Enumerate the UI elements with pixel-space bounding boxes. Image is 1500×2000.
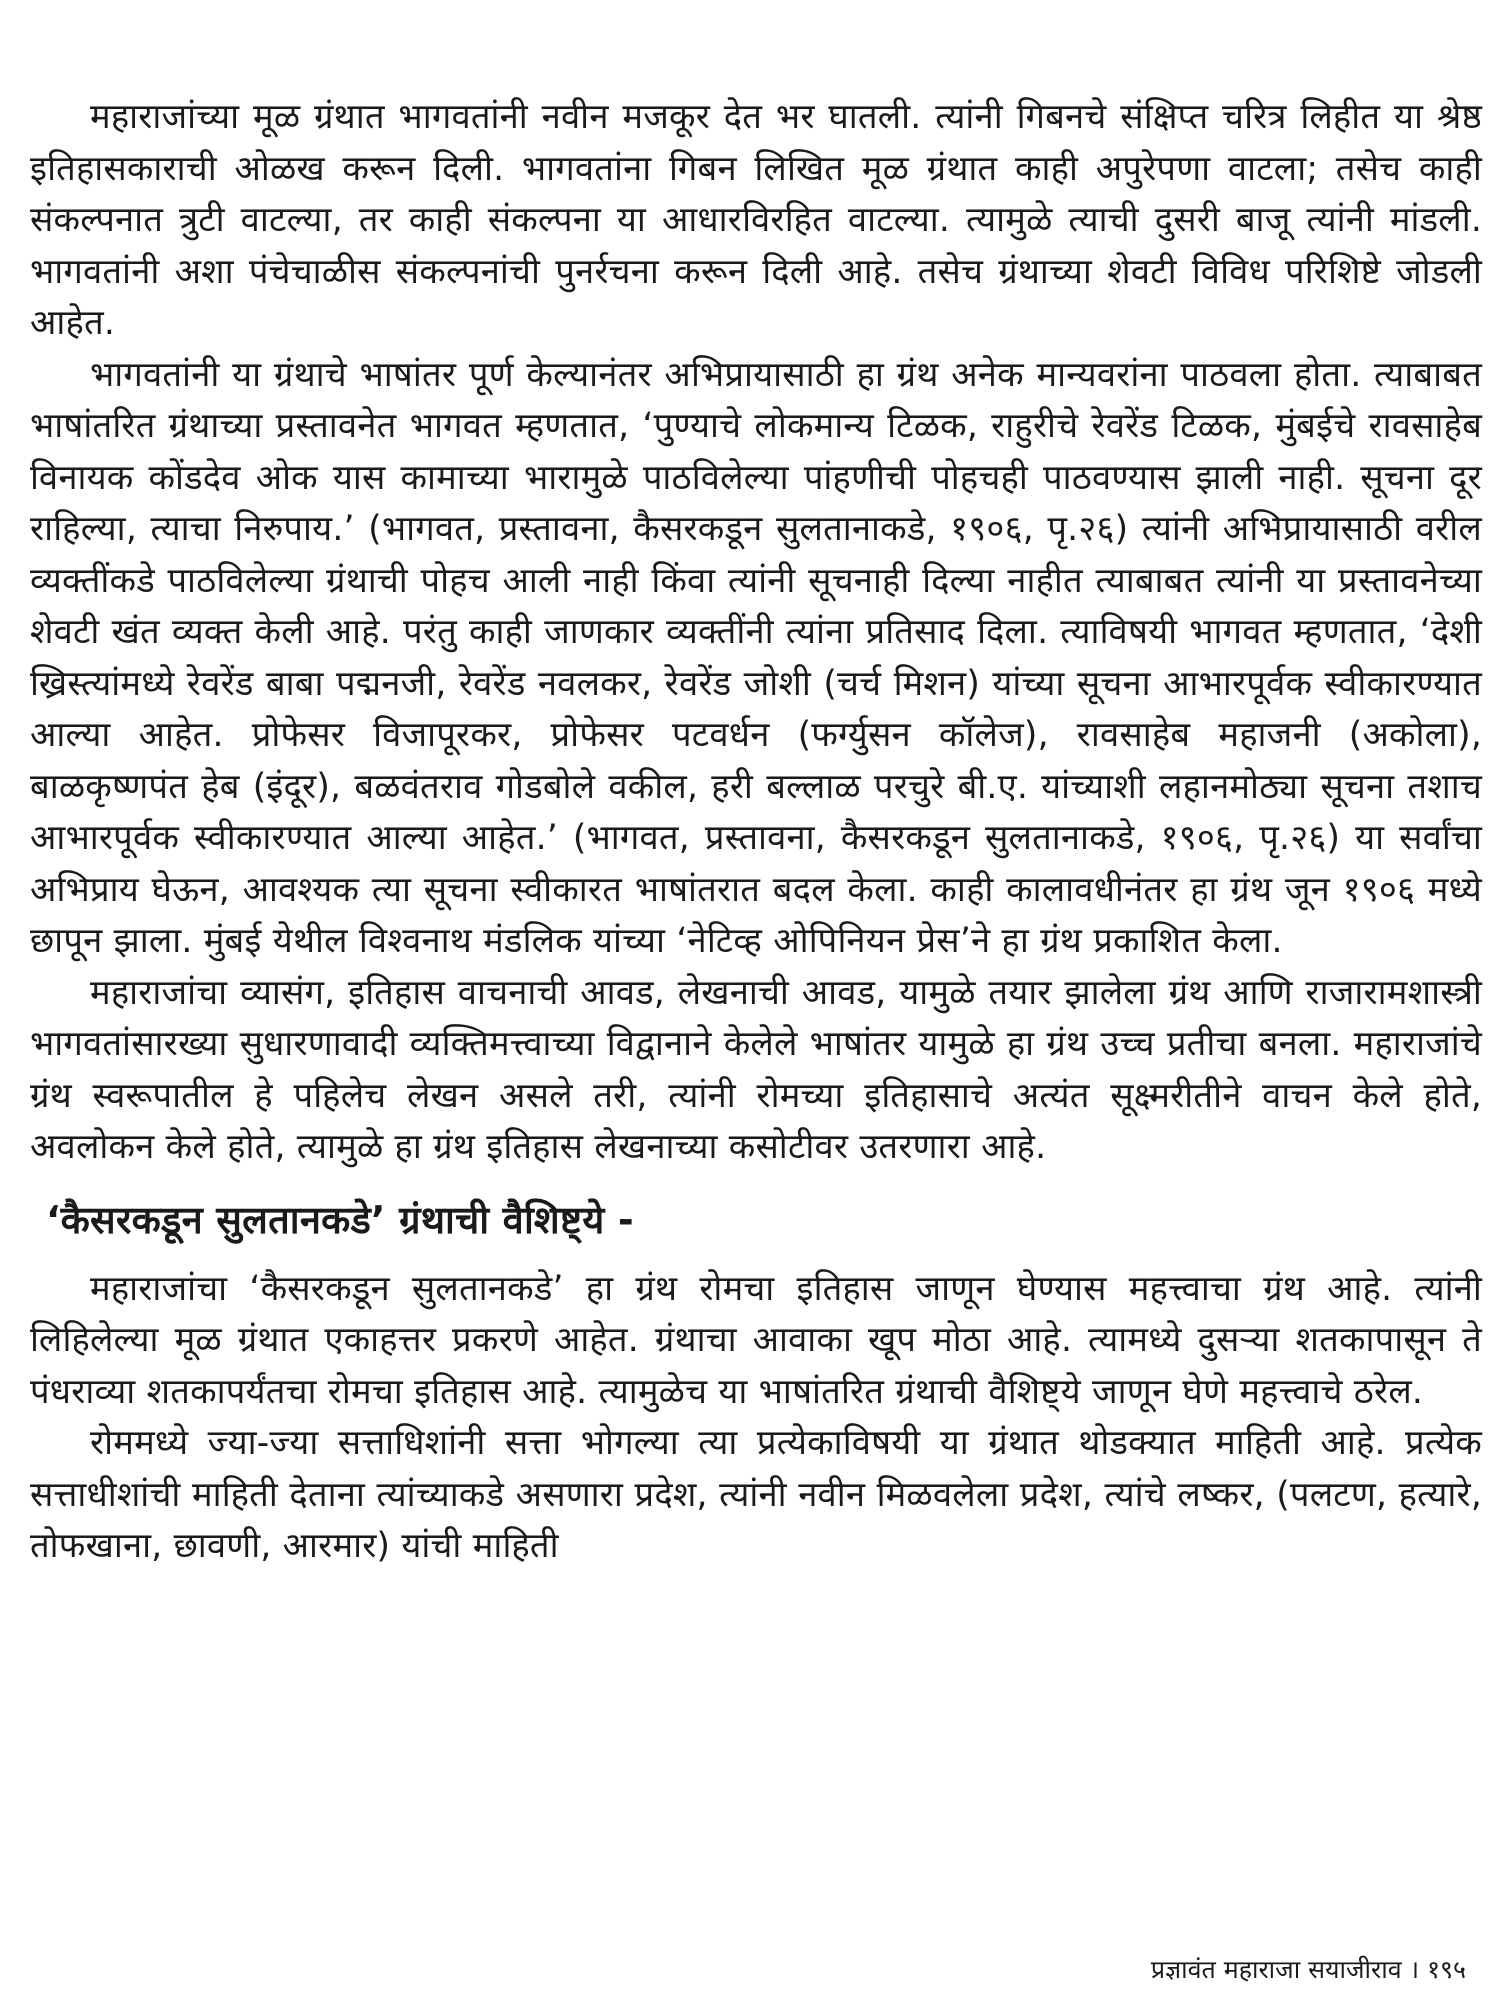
section-heading: ‘कैसरकडून सुलतानकडे’ ग्रंथाची वैशिष्ट्ये - [46,1197,634,1242]
paragraph-4: महाराजांचा ‘कैसरकडून सुलतानकडे’ हा ग्रंथ रोमचा इतिहास जाणून घेण्यास महत्त्वाचा ग्रंथ आहे. त्यांनी लिहिलेल्या मूळ ग्रंथात एकाहत्तर प्रकरणे आहेत. ग्रंथाचा आवाका खूप मोठा आहे. त्यामध्ये दुसऱ्या शतकापासून ते पंधराव्या शतकापर्यंतचा रोमचा इतिहास आहे. त्यामुळेच या भाषांतरित ग्रंथाची वैशिष्ट्ये जाणून घेणे महत्त्वाचे ठरेल. [30,1268,1482,1412]
paragraph-1: महाराजांच्या मूळ ग्रंथात भागवतांनी नवीन मजकूर देत भर घातली. त्यांनी गिबनचे संक्षिप्त चरित्र लिहीत या श्रेष्ठ इतिहासकाराची ओळख करून दिली. भागवतांना गिबन लिखित मूळ ग्रंथात काही अपुरेपणा वाटला; तसेच काही संकल्पनात त्रुटी वाटल्या, तर काही संकल्पना या आधारविरहित वाटल्या. त्यामुळे त्याची दुसरी बाजू त्यांनी मांडली. भागवतांनी अशा पंचेचाळीस संकल्पनांची पुनर्रचना करून दिली आहे. तसेच ग्रंथाच्या शेवटी विविध परिशिष्टे जोडली आहेत. [30,97,1482,343]
paragraph-5: रोममध्ये ज्या-ज्या सत्ताधिशांनी सत्ता भोगल्या त्या प्रत्येकाविषयी या ग्रंथात थोडक्यात माहिती आहे. प्रत्येक सत्ताधीशांची माहिती देताना त्यांच्याकडे असणारा प्रदेश, त्यांनी नवीन मिळवलेला प्रदेश, त्यांचे लष्कर, (पलटण, हत्यारे, तोफखाना, छावणी, आरमार) यांची माहिती [30,1423,1482,1566]
paragraph-3: महाराजांचा व्यासंग, इतिहास वाचनाची आवड, लेखनाची आवड, यामुळे तयार झालेला ग्रंथ आणि राजारामशास्त्री भागवतांसारख्या सुधारणावादी व्यक्तिमत्त्वाच्या विद्वानाने केलेले भाषांतर यामुळे हा ग्रंथ उच्च प्रतीचा बनला. महाराजांचे ग्रंथ स्वरूपातील हे पहिलेच लेखन असले तरी, त्यांनी रोमच्या इतिहासाचे अत्यंत सूक्ष्मरीतीने वाचन केले होते, अवलोकन केले होते, त्यामुळे हा ग्रंथ इतिहास लेखनाच्या कसोटीवर उतरणारा आहे. [30,972,1482,1167]
paragraph-2: भागवतांनी या ग्रंथाचे भाषांतर पूर्ण केल्यानंतर अभिप्रायासाठी हा ग्रंथ अनेक मान्यवरांना पाठवला होता. त्याबाबत भाषांतरित ग्रंथाच्या प्रस्तावनेत भागवत म्हणतात, ‘पुण्याचे लोकमान्य टिळक, राहुरीचे रेवरेंड टिळक, मुंबईचे रावसाहेब विनायक कोंडदेव ओक यास कामाच्या भारामुळे पाठविलेल्या पांहणीची पोहचही पाठवण्यास झाली नाही. सूचना दूर राहिल्या, त्याचा निरुपाय.’ (भागवत, प्रस्तावना, कैसरकडून सुलतानाकडे, १९०६, पृ.२६) त्यांनी अभिप्रायासाठी वरील व्यक्तींकडे पाठविलेल्या ग्रंथाची पोहच आली नाही किंवा त्यांनी सूचनाही दिल्या नाहीत त्याबाबत त्यांनी या प्रस्तावनेच्या शेवटी खंत व्यक्त केली आहे. परंतु काही जाणकार व्यक्तींनी त्यांना प्रतिसाद दिला. त्याविषयी भागवत म्हणतात, ‘देशी ख्रिस्त्यांमध्ये रेवरेंड बाबा पद्मनजी, रेवरेंड नवलकर, रेवरेंड जोशी (चर्च मिशन) यांच्या सूचना आभारपूर्वक स्वीकारण्यात आल्या आहेत. प्रोफेसर विजापूरकर, प्रोफेसर पटवर्धन (फर्ग्युसन कॉलेज), रावसाहेब महाजनी (अकोला), बाळकृष्णपंत हेब (इंदूर), बळवंतराव गोडबोले वकील, हरी बल्लाळ परचुरे बी.ए. यांच्याशी लहानमोठ्या सूचना तशाच आभारपूर्वक स्वीकारण्यात आल्या आहेत.’ (भागवत, प्रस्तावना, कैसरकडून सुलतानाकडे, १९०६, पृ.२६) या सर्वांचा अभिप्राय घेऊन, आवश्यक त्या सूचना स्वीकारत भाषांतरात बदल केला. काही कालावधीनंतर हा ग्रंथ जून १९०६ मध्ये छापून झाला. मुंबई येथील विश्वनाथ मंडलिक यांच्या ‘नेटिव्ह ओपिनियन प्रेस’ने हा ग्रंथ प्रकाशित केला. [30,354,1482,961]
document-body [30,92,1482,1573]
page-footer: प्रज्ञावंत महाराजा सयाजीराव । १९५ [1150,1955,1466,1984]
